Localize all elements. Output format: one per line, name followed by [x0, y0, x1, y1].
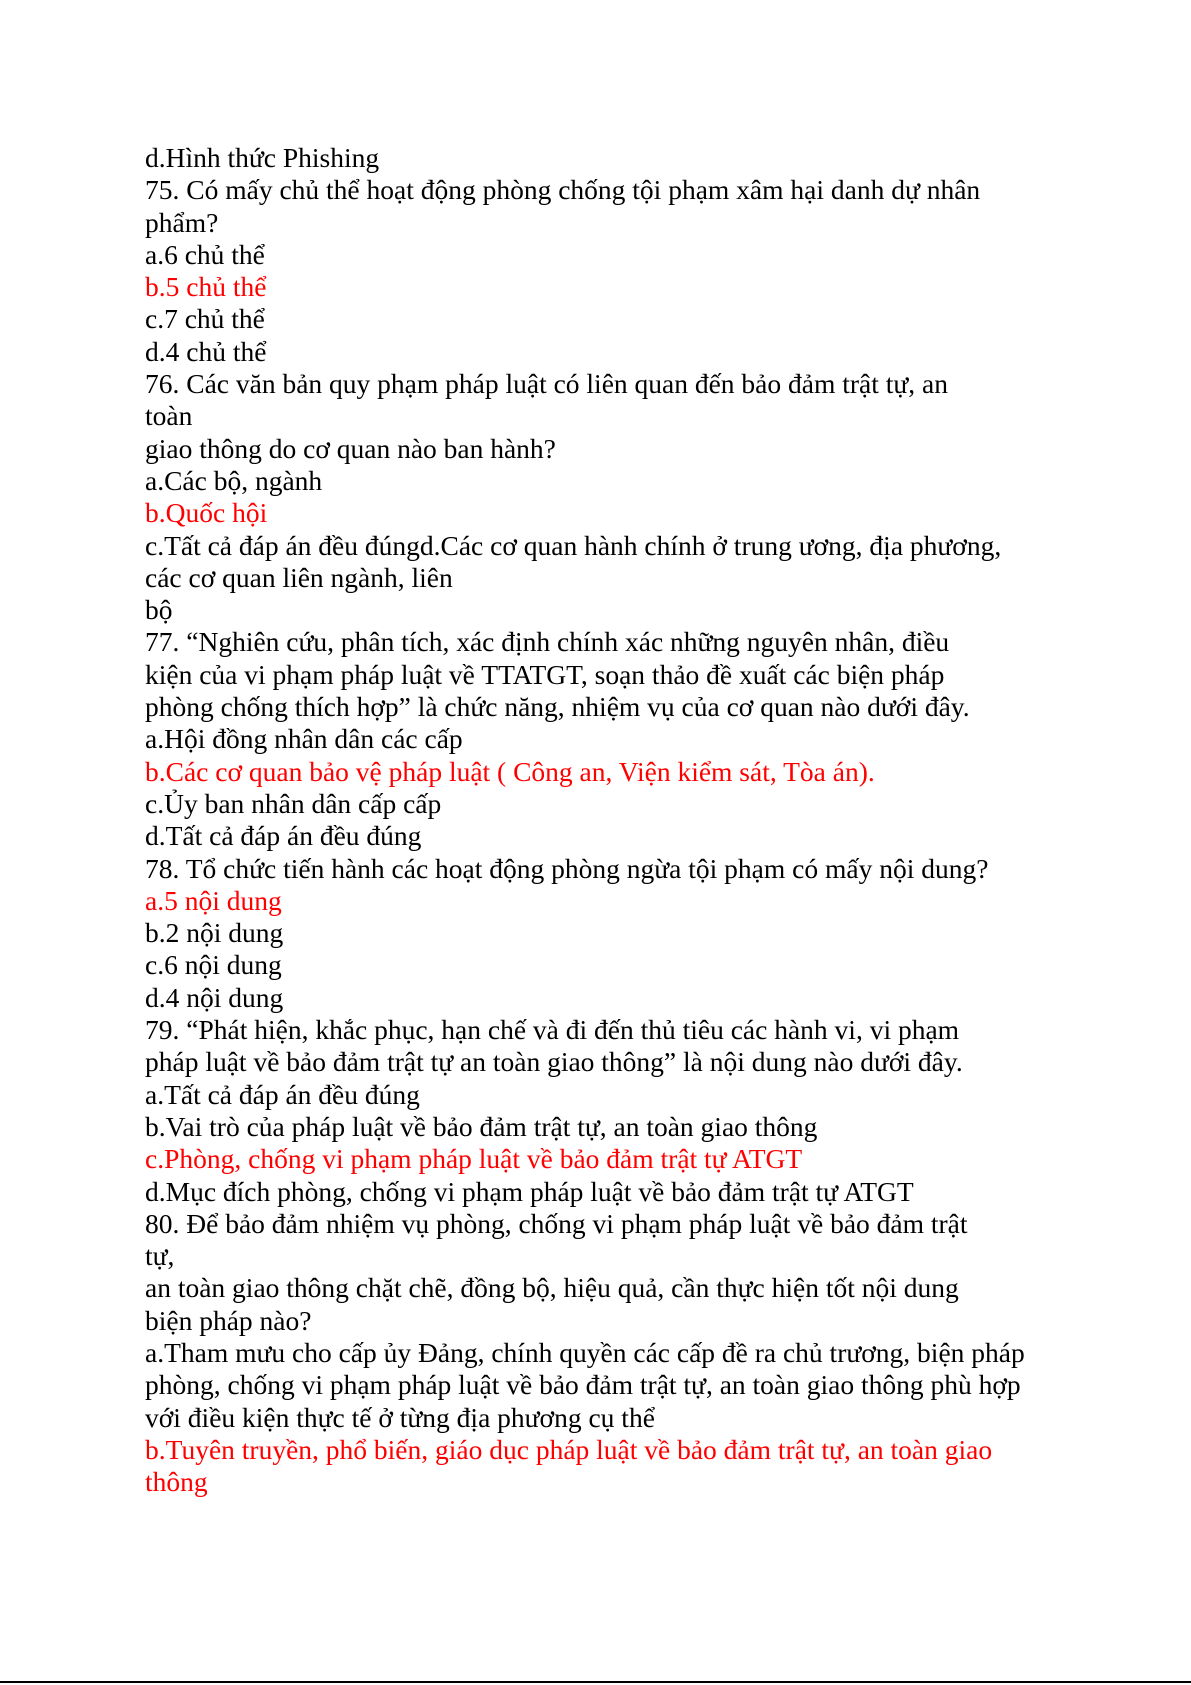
correct-answer-line: a.5 nội dung: [145, 884, 282, 916]
text-line: phòng chống thích hợp” là chức năng, nhiệm vụ của cơ quan nào dưới đây.: [145, 691, 970, 723]
correct-answer-line: b.Tuyên truyền, phổ biến, giáo dục pháp luật về bảo đảm trật tự, an toàn giao: [145, 1433, 993, 1465]
text-line: a.Hội đồng nhân dân các cấp: [145, 723, 463, 755]
page-bottom-border: [0, 1681, 1191, 1683]
text-line: 79. “Phát hiện, khắc phục, hạn chế và đi đến thủ tiêu các hành vi, vi phạm: [145, 1014, 960, 1046]
text-line: d.4 chủ thể: [145, 335, 267, 367]
text-line: b.2 nội dung: [145, 917, 284, 949]
text-line: an toàn giao thông chặt chẽ, đồng bộ, hiệu quả, cần thực hiện tốt nội dung: [145, 1272, 959, 1304]
correct-answer-line: b.5 chủ thể: [145, 271, 267, 303]
text-line: toàn: [145, 400, 193, 432]
text-line: b.Vai trò của pháp luật về bảo đảm trật tự, an toàn giao thông: [145, 1110, 818, 1142]
text-line: bộ: [145, 594, 173, 626]
text-line: tự,: [145, 1240, 175, 1272]
text-line: a.6 chủ thể: [145, 238, 265, 270]
text-line: pháp luật về bảo đảm trật tự an toàn giao thông” là nội dung nào dưới đây.: [145, 1046, 963, 1078]
correct-answer-line: b.Quốc hội: [145, 497, 268, 529]
text-line: a.Tất cả đáp án đều đúng: [145, 1078, 420, 1110]
text-line: 78. Tổ chức tiến hành các hoạt động phòng ngừa tội phạm có mấy nội dung?: [145, 852, 989, 884]
text-line: phòng, chống vi phạm pháp luật về bảo đảm trật tự, an toàn giao thông phù hợp: [145, 1369, 1021, 1401]
correct-answer-line: b.Các cơ quan bảo vệ pháp luật ( Công an, Viện kiểm sát, Tòa án).: [145, 755, 875, 787]
text-line: 75. Có mấy chủ thể hoạt động phòng chống tội phạm xâm hại danh dự nhân: [145, 174, 981, 206]
text-line: c.Ủy ban nhân dân cấp cấp: [145, 787, 442, 819]
text-line: d.Mục đích phòng, chống vi phạm pháp luật về bảo đảm trật tự ATGT: [145, 1175, 914, 1207]
text-line: giao thông do cơ quan nào ban hành?: [145, 432, 556, 464]
text-line: c.Tất cả đáp án đều đúngd.Các cơ quan hành chính ở trung ương, địa phương,: [145, 529, 1002, 561]
text-line: d.Hình thức Phishing: [145, 142, 380, 173]
text-line: 80. Để bảo đảm nhiệm vụ phòng, chống vi phạm pháp luật về bảo đảm trật: [145, 1207, 968, 1239]
text-line: a.Các bộ, ngành: [145, 464, 323, 496]
text-line: d.Tất cả đáp án đều đúng: [145, 820, 422, 852]
text-line: phẩm?: [145, 206, 219, 238]
text-line: các cơ quan liên ngành, liên: [145, 561, 453, 593]
correct-answer-line: c.Phòng, chống vi phạm pháp luật về bảo đảm trật tự ATGT: [145, 1143, 803, 1175]
text-line: c.7 chủ thể: [145, 303, 265, 335]
text-line: 77. “Nghiên cứu, phân tích, xác định chính xác những nguyên nhân, điều: [145, 626, 950, 658]
text-line: biện pháp nào?: [145, 1304, 312, 1336]
document-body: [145, 142, 1045, 1498]
text-line: c.6 nội dung: [145, 949, 282, 981]
text-line: kiện của vi phạm pháp luật về TTATGT, soạn thảo đề xuất các biện pháp: [145, 658, 945, 690]
correct-answer-line: thông: [145, 1466, 208, 1498]
text-line: 76. Các văn bản quy phạm pháp luật có liên quan đến bảo đảm trật tự, an: [145, 368, 949, 400]
text-line: a.Tham mưu cho cấp ủy Đảng, chính quyền các cấp đề ra chủ trương, biện pháp: [145, 1336, 1025, 1368]
text-line: d.4 nội dung: [145, 981, 284, 1013]
text-line: với điều kiện thực tế ở từng địa phương cụ thể: [145, 1401, 655, 1433]
